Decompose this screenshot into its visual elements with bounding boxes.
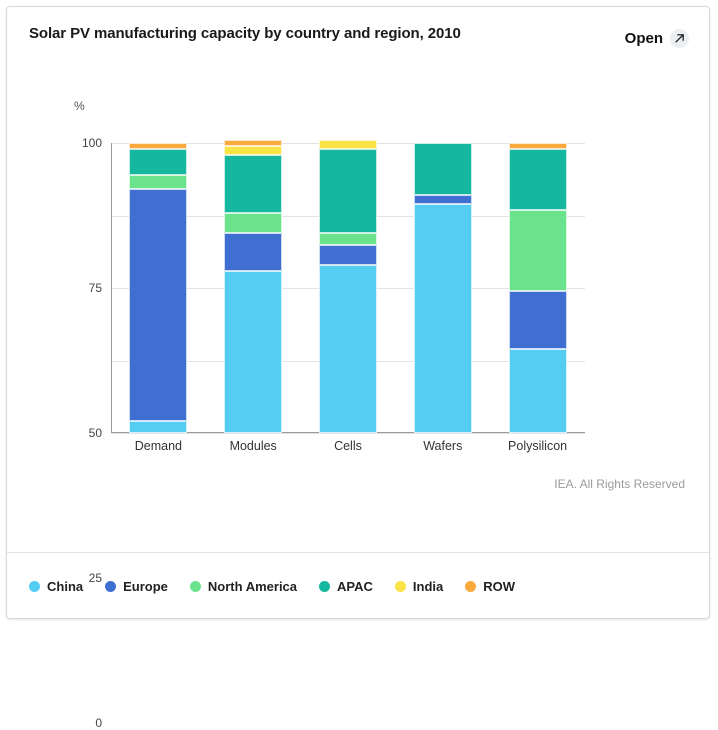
legend-item[interactable] <box>190 579 297 594</box>
y-axis-unit-label: % <box>74 99 85 113</box>
x-axis-category-label: Demand <box>134 439 183 453</box>
legend-item-label: North America <box>207 578 298 594</box>
chart-card <box>6 6 710 730</box>
page-title: Solar PV manufacturing capacity by country and region, 2010 <box>29 25 461 42</box>
bar-segment[interactable] <box>414 204 472 433</box>
legend-color-dot <box>29 581 40 592</box>
stacked-bar[interactable] <box>129 143 187 433</box>
bar-segment[interactable] <box>129 143 187 149</box>
bar-segment[interactable] <box>319 233 377 245</box>
bar-segment[interactable] <box>129 421 187 433</box>
x-axis-category-label: Cells <box>334 439 362 453</box>
bar-segment[interactable] <box>224 271 282 433</box>
x-axis-category-label: Modules <box>229 439 277 453</box>
legend-color-dot <box>395 581 406 592</box>
bar-series-container <box>111 143 585 453</box>
y-axis-tick-label: 0 <box>95 716 102 730</box>
legend-item[interactable] <box>395 579 443 594</box>
bar-segment[interactable] <box>319 140 377 149</box>
legend-color-dot <box>465 581 476 592</box>
bar-segment[interactable] <box>129 189 187 421</box>
bar-segment[interactable] <box>319 149 377 233</box>
y-axis-tick-label: 25 <box>88 571 102 585</box>
bar-segment[interactable] <box>224 233 282 271</box>
legend-color-dot <box>319 581 330 592</box>
bar-segment[interactable] <box>319 245 377 265</box>
bar-segment[interactable] <box>224 213 282 233</box>
x-axis-category-label: Wafers <box>423 439 463 453</box>
legend-color-dot <box>190 581 201 592</box>
bar-segment[interactable] <box>224 155 282 213</box>
legend-item[interactable] <box>29 579 83 594</box>
bar-group <box>206 143 301 453</box>
chart-header <box>7 7 709 63</box>
y-axis-tick-label: 75 <box>88 281 102 295</box>
bar-segment[interactable] <box>509 149 567 210</box>
bar-segment[interactable] <box>509 143 567 149</box>
bar-group <box>111 143 206 453</box>
chart-legend <box>7 553 709 619</box>
bar-segment[interactable] <box>319 265 377 433</box>
bar-segment[interactable] <box>414 143 472 195</box>
legend-item[interactable] <box>465 579 515 594</box>
x-axis-category-label: Polysilicon <box>508 439 568 453</box>
legend-item[interactable] <box>319 579 373 594</box>
y-axis-tick-label: 50 <box>88 426 102 440</box>
legend-item-label: India <box>412 578 444 594</box>
bar-group <box>395 143 490 453</box>
bar-group <box>490 143 585 453</box>
bar-segment[interactable] <box>129 149 187 175</box>
legend-item-label: ROW <box>483 578 516 594</box>
bar-segment[interactable] <box>224 140 282 146</box>
legend-color-dot <box>105 581 116 592</box>
open-button[interactable] <box>625 29 689 48</box>
stacked-bar[interactable] <box>319 143 377 433</box>
legend-item-label: APAC <box>337 578 373 594</box>
legend-item-label: China <box>47 578 84 594</box>
bar-segment[interactable] <box>509 210 567 291</box>
bar-segment[interactable] <box>224 146 282 155</box>
bar-group <box>301 143 396 453</box>
open-button-label: Open <box>624 30 663 47</box>
rights-text: IEA. All Rights Reserved <box>554 477 685 491</box>
bar-segment[interactable] <box>509 291 567 349</box>
bar-segment[interactable] <box>414 195 472 204</box>
legend-item[interactable] <box>105 579 168 594</box>
bar-segment[interactable] <box>509 349 567 433</box>
stacked-bar[interactable] <box>414 143 472 433</box>
bar-segment[interactable] <box>129 175 187 190</box>
legend-item-label: Europe <box>123 578 168 594</box>
stacked-bar[interactable] <box>509 143 567 433</box>
stacked-bar[interactable] <box>224 143 282 433</box>
y-axis-tick-label: 100 <box>81 136 102 150</box>
external-link-icon <box>670 29 689 48</box>
